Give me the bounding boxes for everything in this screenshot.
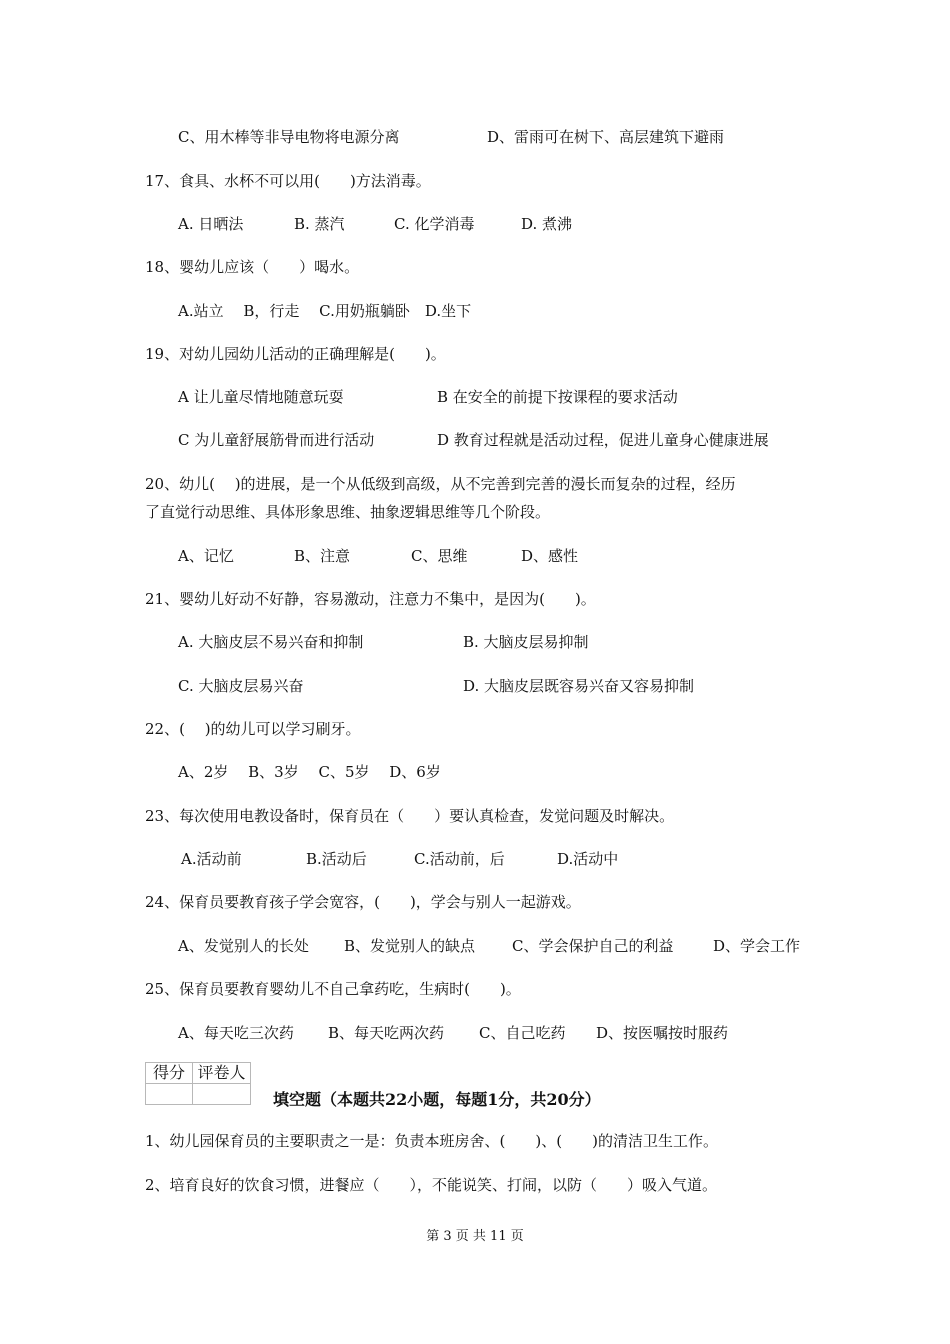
- q18-options: A.站立 B，行走 C.用奶瓶躺卧 D.坐下: [178, 302, 472, 320]
- q21-option-d: D. 大脑皮层既容易兴奋又容易抑制: [463, 677, 695, 695]
- q20-option-d: D、感性: [521, 547, 579, 565]
- q22-options: A、2岁 B、3岁 C、5岁 D、6岁: [178, 763, 441, 781]
- q24-option-c: C、学会保护自己的利益: [512, 937, 674, 955]
- q24-stem: 24、保育员要教育孩子学会宽容，( )，学会与别人一起游戏。: [145, 893, 581, 911]
- q23-option-d: D.活动中: [557, 850, 619, 868]
- fill-q1: 1、幼儿园保育员的主要职责之一是：负责本班房舍、( )、( )的清洁卫生工作。: [145, 1132, 718, 1150]
- q17-option-a: A. 日晒法: [178, 215, 244, 233]
- q19-stem: 19、对幼儿园幼儿活动的正确理解是( )。: [145, 345, 446, 363]
- score-table-entry-row: [146, 1084, 251, 1105]
- q25-option-a: A、每天吃三次药: [178, 1024, 294, 1042]
- q17-option-d: D. 煮沸: [521, 215, 573, 233]
- score-label: 得分: [146, 1063, 193, 1084]
- grader-label: 评卷人: [193, 1063, 251, 1084]
- page-footer: 第 3 页 共 11 页: [426, 1229, 524, 1244]
- q18-stem: 18、婴幼儿应该（ ）喝水。: [145, 258, 360, 276]
- q20-option-b: B、注意: [294, 547, 351, 565]
- q20-stem-line2: 了直觉行动思维、具体形象思维、抽象逻辑思维等几个阶段。: [145, 503, 551, 521]
- section-title: 填空题（本题共22小题，每题1分，共20分）: [273, 1090, 601, 1109]
- q21-option-a: A. 大脑皮层不易兴奋和抑制: [178, 633, 364, 651]
- q23-option-b: B.活动后: [306, 850, 367, 868]
- grader-cell[interactable]: [193, 1084, 251, 1105]
- q25-stem: 25、保育员要教育婴幼儿不自己拿药吃，生病时( )。: [145, 980, 521, 998]
- q20-option-c: C、思维: [411, 547, 468, 565]
- score-table-header-row: [146, 1063, 251, 1084]
- q23-option-a: A.活动前: [181, 850, 242, 868]
- q25-option-d: D、按医嘱按时服药: [596, 1024, 729, 1042]
- q24-option-a: A、发觉别人的长处: [178, 937, 309, 955]
- q20-stem-line1: 20、幼儿( )的进展，是一个从低级到高级，从不完善到完善的漫长而复杂的过程，经历: [145, 475, 736, 493]
- q23-stem: 23、每次使用电教设备时，保育员在（ ）要认真检查，发觉问题及时解决。: [145, 807, 675, 825]
- q19-option-a: A 让儿童尽情地随意玩耍: [178, 388, 344, 406]
- q22-stem: 22、( )的幼儿可以学习刷牙。: [145, 720, 361, 738]
- q19-option-c: C 为儿童舒展筋骨而进行活动: [178, 431, 375, 449]
- q19-option-d: D 教育过程就是活动过程，促进儿童身心健康进展: [437, 431, 769, 449]
- q16-option-c: C、用木棒等非导电物将电源分离: [178, 128, 400, 146]
- score-table: [145, 1062, 251, 1105]
- q17-stem: 17、食具、水杯不可以用( )方法消毒。: [145, 172, 431, 190]
- q17-option-b: B. 蒸汽: [294, 215, 345, 233]
- q21-option-b: B. 大脑皮层易抑制: [463, 633, 589, 651]
- q23-option-c: C.活动前，后: [414, 850, 505, 868]
- q24-option-d: D、学会工作: [713, 937, 801, 955]
- q17-option-c: C. 化学消毒: [394, 215, 475, 233]
- q24-option-b: B、发觉别人的缺点: [344, 937, 476, 955]
- q21-option-c: C. 大脑皮层易兴奋: [178, 677, 304, 695]
- fill-q2: 2、培育良好的饮食习惯，进餐应（ ），不能说笑、打闹，以防（ ）吸入气道。: [145, 1176, 718, 1194]
- score-cell[interactable]: [146, 1084, 193, 1105]
- q20-option-a: A、记忆: [178, 547, 234, 565]
- q19-option-b: B 在安全的前提下按课程的要求活动: [437, 388, 678, 406]
- q16-option-d: D、雷雨可在树下、高层建筑下避雨: [487, 128, 725, 146]
- q25-option-b: B、每天吃两次药: [328, 1024, 445, 1042]
- q21-stem: 21、婴幼儿好动不好静，容易激动，注意力不集中，是因为( )。: [145, 590, 596, 608]
- q25-option-c: C、自己吃药: [479, 1024, 566, 1042]
